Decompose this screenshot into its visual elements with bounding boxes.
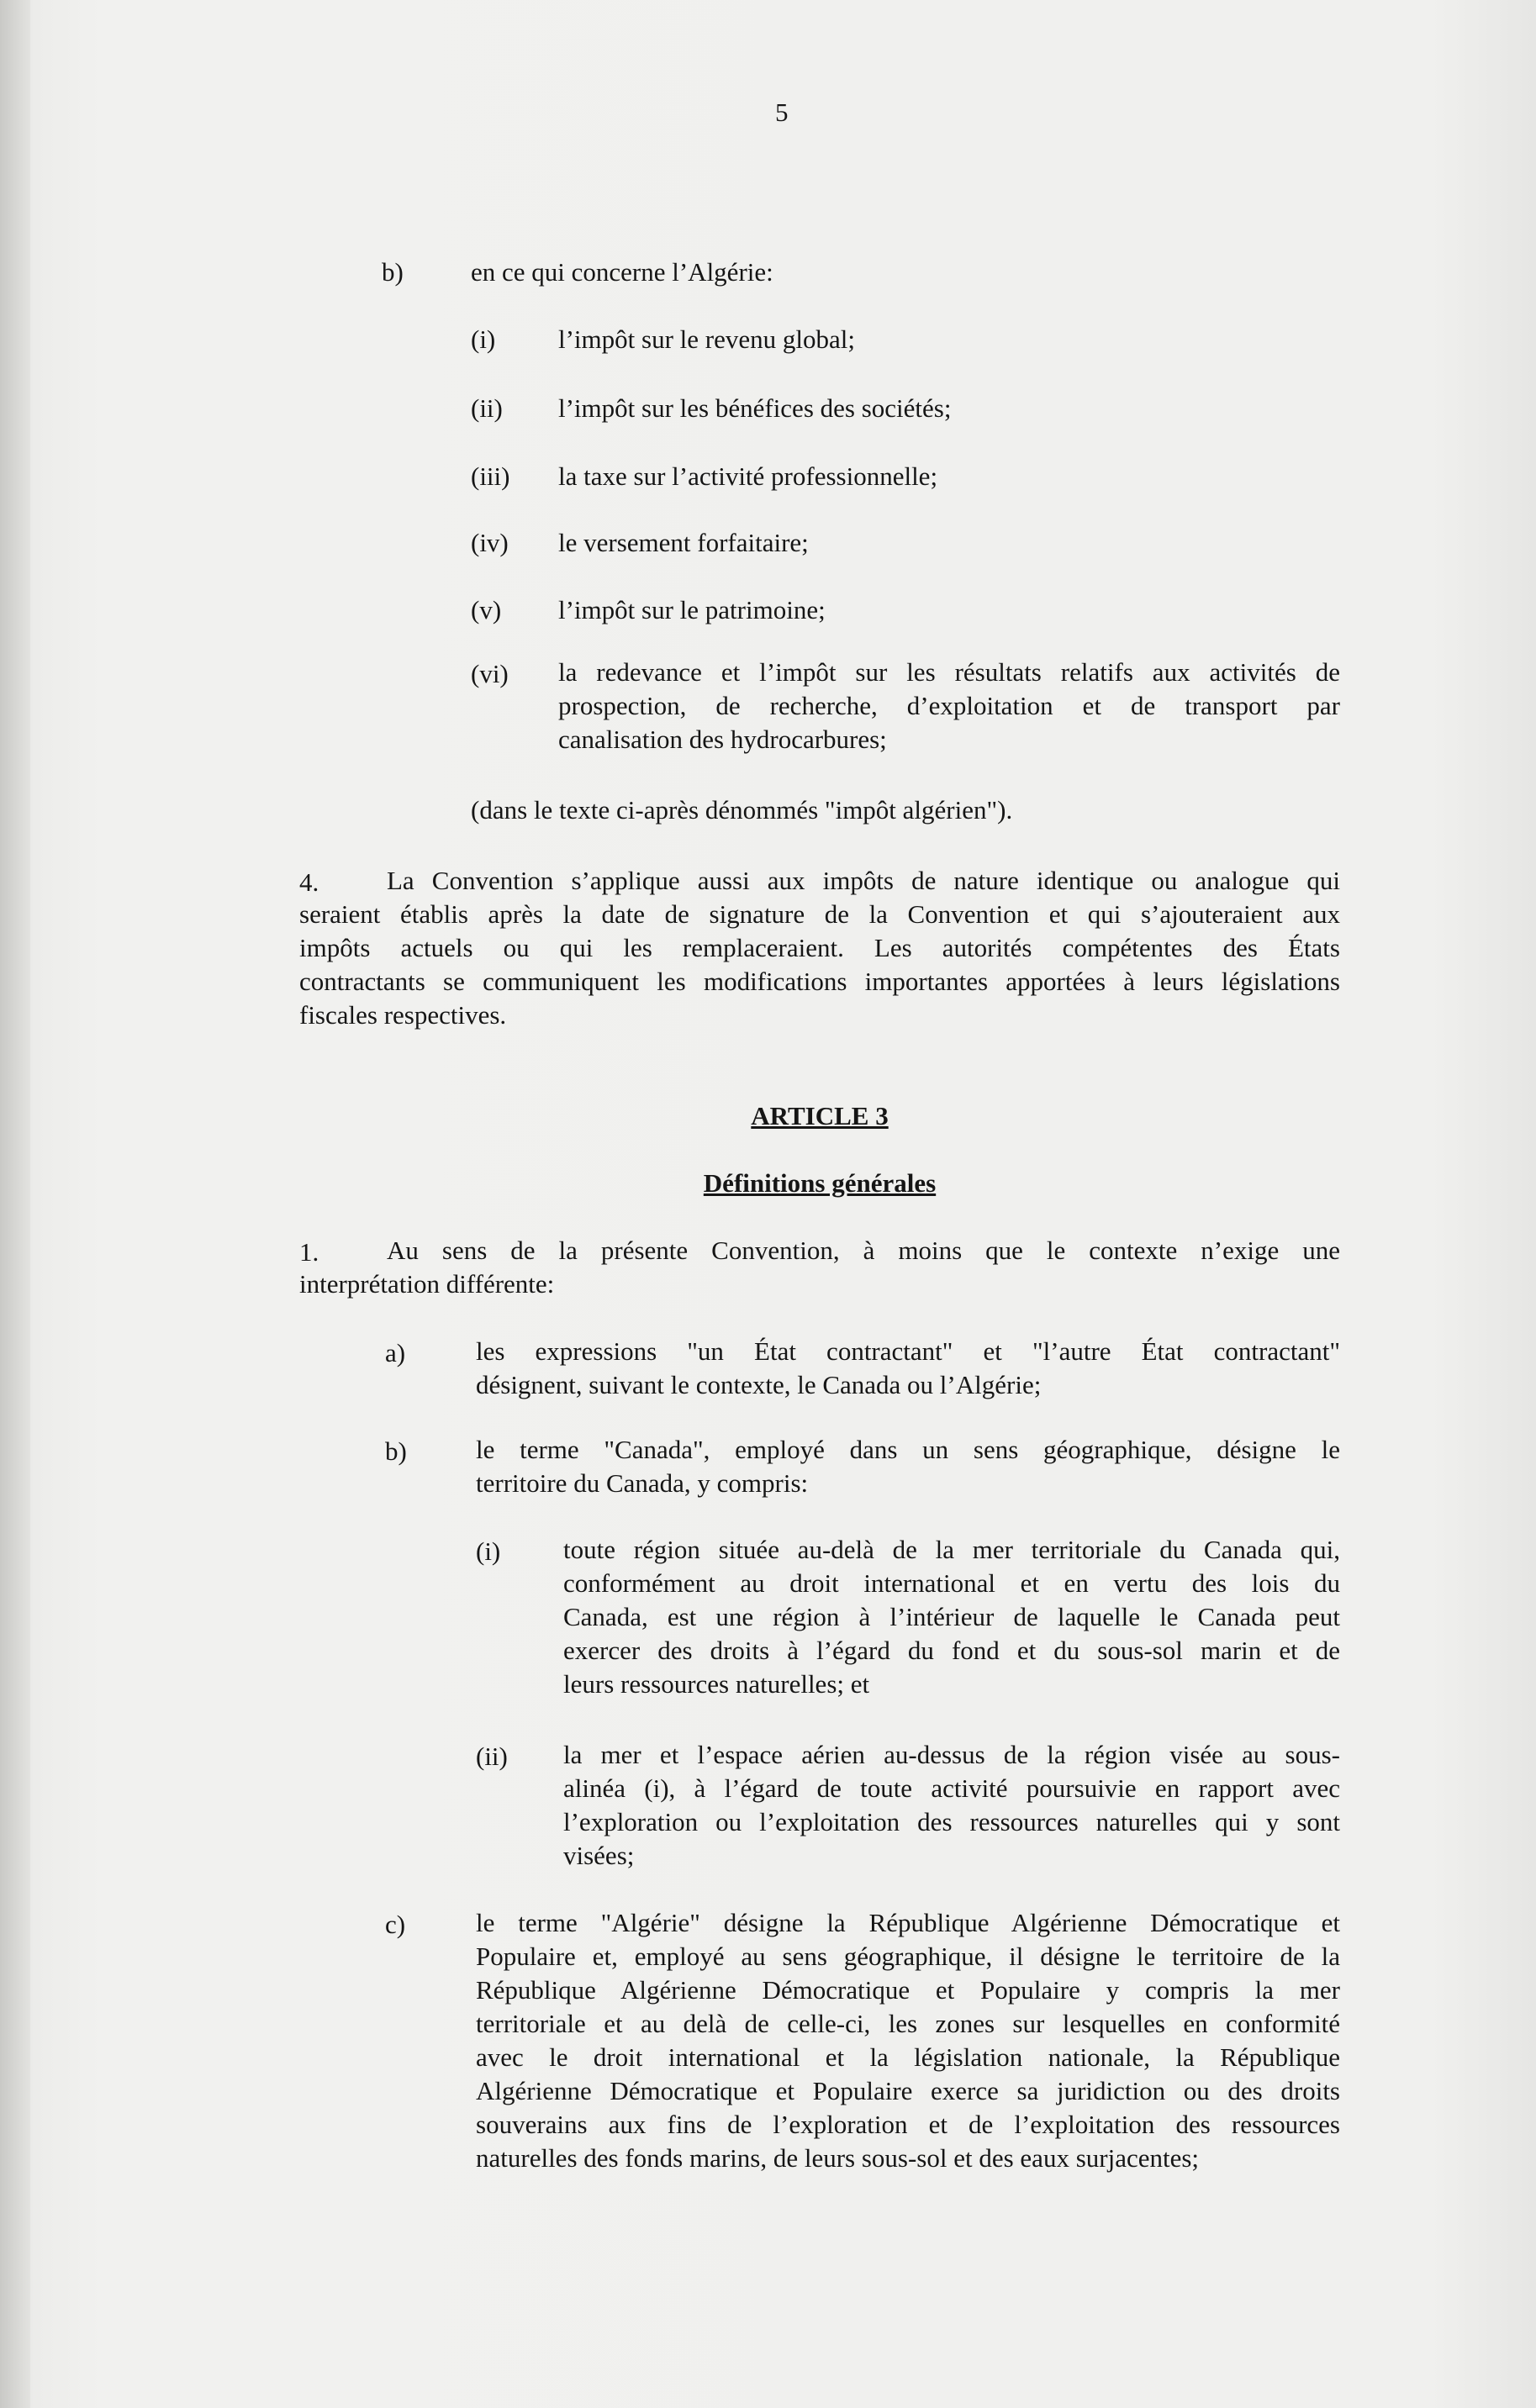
tax-item-text: l’impôt sur le revenu global; xyxy=(558,324,855,354)
definition-b-label: b) xyxy=(385,1436,407,1466)
article-subtitle: Définitions générales xyxy=(703,1168,937,1198)
definition-c-text: le terme "Algérie" désigne la République Algérienne Démocratique et Populaire et, employé au sens géographique, il désigne le territoire de la République Algérienne Démocratique et Populaire y compris la mer territoriale et au delà de celle-ci, les zones sur lesquelles en conformité avec le droit international et la législation nationale, la République Algérienne Démocratique et Populaire exerce sa juridiction ou des droits souverains aux fins de l’exploration et de l’exploitation des ressources naturelles des fonds marins, de leurs sous-sol et des eaux surjacentes; xyxy=(476,1908,1340,2173)
definition-b-sub-i-num: (i) xyxy=(476,1536,501,1566)
tax-item-text: la taxe sur l’activité professionnelle; xyxy=(558,461,938,491)
paragraph-4-text: La Convention s’applique aussi aux impôts de nature identique ou analogue qui seraient établis après la date de signature de la Convention et qui s’ajouteraient aux impôts actuels ou qui les remplaceraient. Les autorités compétentes des États contractants se communiquent les modifications importantes apportées à leurs législations fiscales respectives. xyxy=(299,866,1340,1030)
definition-c-label: c) xyxy=(385,1910,406,1939)
section-b-heading: en ce qui concerne l’Algérie: xyxy=(471,257,773,287)
tax-item-num: (i) xyxy=(471,324,496,354)
definition-b-text: le terme "Canada", employé dans un sens géographique, désigne le territoire du Canada, y compris: xyxy=(476,1435,1340,1498)
tax-item-num: (iii) xyxy=(471,461,510,491)
paragraph-1-number: 1. xyxy=(299,1237,319,1267)
tax-item-text: l’impôt sur le patrimoine; xyxy=(558,595,826,624)
tax-item-num: (ii) xyxy=(471,393,503,423)
definition-b-sub-ii-num: (ii) xyxy=(476,1741,508,1771)
tax-item-num: (vi) xyxy=(471,659,509,688)
definition-a-text: les expressions "un État contractant" et "l’autre État contractant" désignent, suivant le contexte, le Canada ou l’Algérie; xyxy=(476,1336,1340,1399)
section-b-label: b) xyxy=(382,257,404,287)
tax-item-text: l’impôt sur les bénéfices des sociétés; xyxy=(558,393,952,423)
tax-item-num: (v) xyxy=(471,595,502,624)
paragraph-4-number: 4. xyxy=(299,867,319,897)
definition-b-sub-i-text: toute région située au-delà de la mer territoriale du Canada qui, conformément au droit international et en vertu des lois du Canada, est une région à l’intérieur de laquelle le Canada peut exercer des droits à l’égard du fond et du sous-sol marin et de leurs ressources naturelles; et xyxy=(563,1535,1340,1699)
page-number: 5 xyxy=(775,97,789,127)
tax-item-text: la redevance et l’impôt sur les résultats relatifs aux activités de prospection, de recherche, d’exploitation et de transport par canalisation des hydrocarbures; xyxy=(558,657,1340,754)
definition-b-sub-ii-text: la mer et l’espace aérien au-dessus de la région visée au sous- alinéa (i), à l’égard de toute activité poursuivie en rapport avec l’exploration ou l’exploitation des ressources naturelles qui y sont visées; xyxy=(563,1740,1340,1870)
article-title: ARTICLE 3 xyxy=(751,1101,889,1130)
paragraph-1-text: Au sens de la présente Convention, à moins que le contexte n’exige une interprétation différente: xyxy=(299,1236,1340,1299)
tax-item-text: le versement forfaitaire; xyxy=(558,528,809,557)
page-edge-shadow xyxy=(0,0,30,2408)
definition-a-label: a) xyxy=(385,1338,406,1367)
tax-item-num: (iv) xyxy=(471,528,509,557)
section-b-closing: (dans le texte ci-après dénommés "impôt algérien"). xyxy=(471,795,1013,825)
